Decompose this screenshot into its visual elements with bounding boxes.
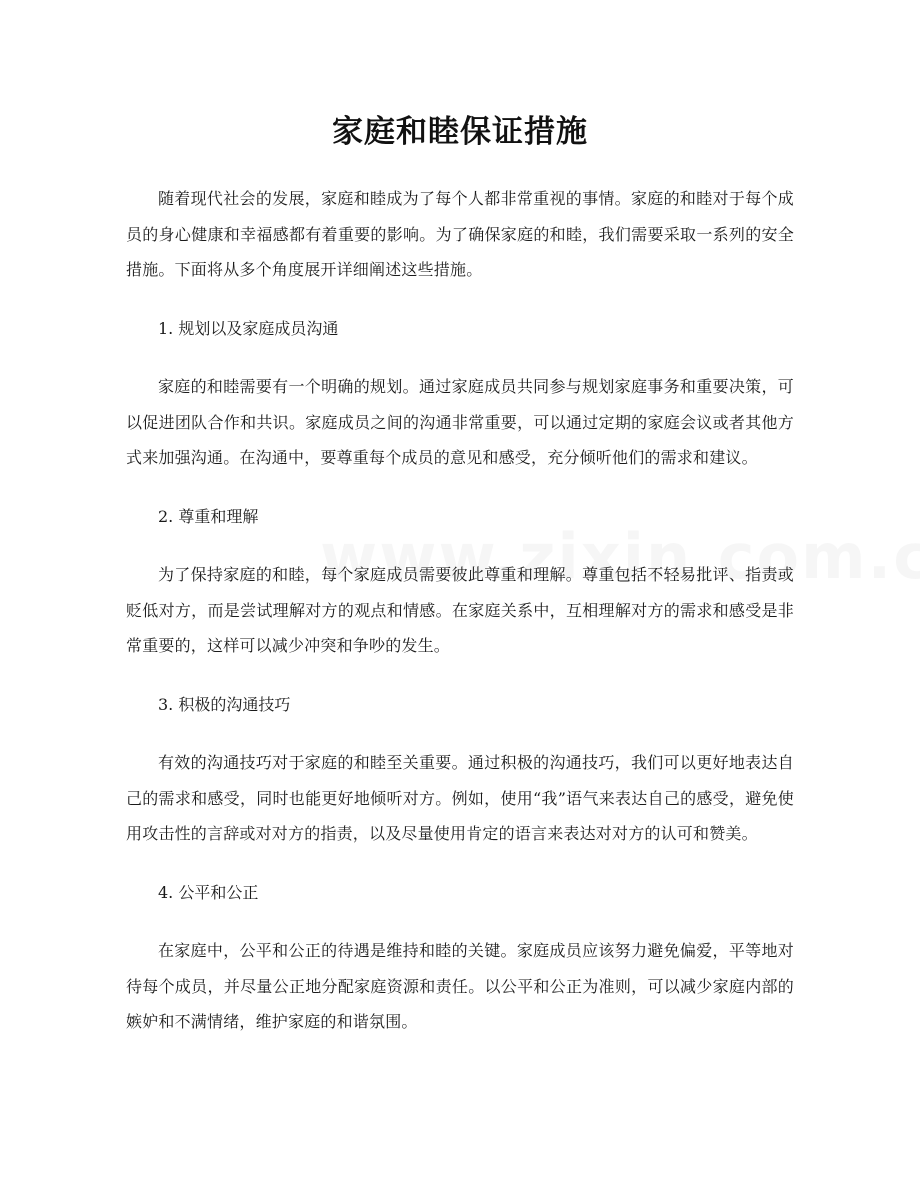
section-heading-4: 4. 公平和公正 bbox=[158, 882, 259, 902]
intro-paragraph: 随着现代社会的发展，家庭和睦成为了每个人都非常重视的事情。家庭的和睦对于每个成员的身心健康和幸福感都有着重要的影响。为了确保家庭的和睦，我们需要采取一系列的安全措施。下面将从多个角度展开详细阐述这些措施。 bbox=[126, 189, 794, 279]
page-title: 家庭和睦保证措施 bbox=[332, 114, 588, 150]
section-body-3: 有效的沟通技巧对于家庭的和睦至关重要。通过积极的沟通技巧，我们可以更好地表达自己的需求和感受，同时也能更好地倾听对方。例如，使用“我”语气来表达自己的感受，避免使用攻击性的言辞或对对方的指责，以及尽量使用肯定的语言来表达对对方的认可和赞美。 bbox=[126, 753, 794, 843]
section-body-4: 在家庭中，公平和公正的待遇是维持和睦的关键。家庭成员应该努力避免偏爱，平等地对待每个成员，并尽量公正地分配家庭资源和责任。以公平和公正为准则，可以减少家庭内部的嫉妒和不满情绪，维护家庭的和谐氛围。 bbox=[126, 941, 794, 1031]
section-heading-2: 2. 尊重和理解 bbox=[158, 506, 259, 526]
section-heading-3: 3. 积极的沟通技巧 bbox=[158, 694, 291, 714]
section-body-2: 为了保持家庭的和睦，每个家庭成员需要彼此尊重和理解。尊重包括不轻易批评、指责或贬低对方，而是尝试理解对方的观点和情感。在家庭关系中，互相理解对方的需求和感受是非常重要的，这样可以减少冲突和争吵的发生。 bbox=[126, 565, 794, 655]
section-body-1: 家庭的和睦需要有一个明确的规划。通过家庭成员共同参与规划家庭事务和重要决策，可以促进团队合作和共识。家庭成员之间的沟通非常重要，可以通过定期的家庭会议或者其他方式来加强沟通。在沟通中，要尊重每个成员的意见和感受，充分倾听他们的需求和建议。 bbox=[126, 377, 794, 467]
section-heading-1: 1. 规划以及家庭成员沟通 bbox=[158, 318, 339, 338]
document-body bbox=[126, 181, 794, 1063]
